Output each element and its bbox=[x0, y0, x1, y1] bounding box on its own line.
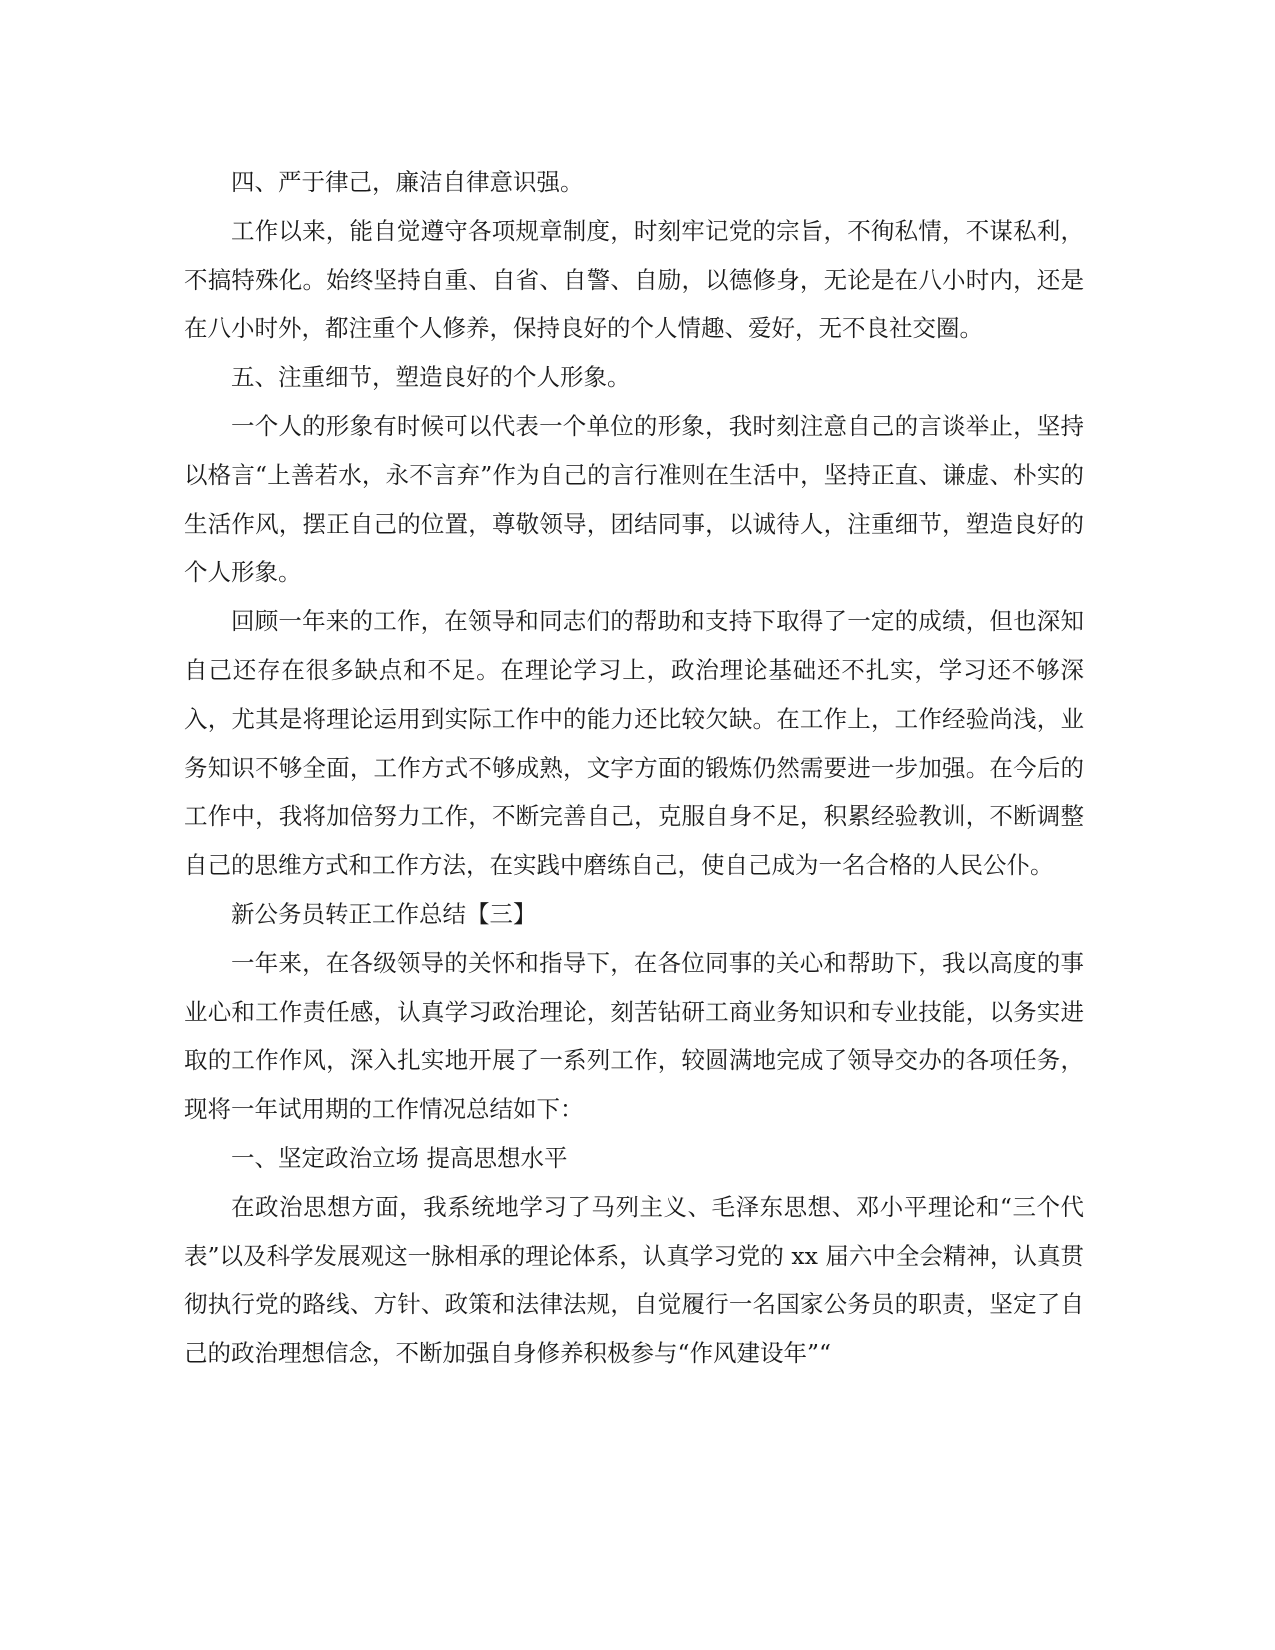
paragraph-image: 一个人的形象有时候可以代表一个单位的形象，我时刻注意自己的言谈举止，坚持以格言“上善若水，永不言弃”作为自己的言行准则在生活中，坚持正直、谦虚、朴实的生活作风，摆正自己的位置，尊敬领导，团结同事，以诚待人，注重细节，塑造良好的个人形象。 bbox=[184, 411, 1084, 587]
section-heading-politics: 一、坚定政治立场 提高思想水平 bbox=[231, 1143, 568, 1172]
section-heading-discipline: 四、严于律己，廉洁自律意识强。 bbox=[231, 168, 584, 196]
section-heading-image: 五、注重细节，塑造良好的个人形象。 bbox=[231, 363, 631, 392]
paragraph-intro: 一年来，在各级领导的关怀和指导下，在各位同事的关心和帮助下，我以高度的事业心和工作责任感，认真学习政治理论，刻苦钻研工商业务知识和专业技能，以务实进取的工作作风，深入扎实地开展了一系列工作，较圆满地完成了领导交办的各项任务，现将一年试用期的工作情况总结如下： bbox=[184, 948, 1084, 1124]
document-page bbox=[184, 158, 1084, 1378]
paragraph-review: 回顾一年来的工作，在领导和同志们的帮助和支持下取得了一定的成绩，但也深知自己还存在很多缺点和不足。在理论学习上，政治理论基础还不扎实，学习还不够深入，尤其是将理论运用到实际工作中的能力还比较欠缺。在工作上，工作经验尚浅，业务知识不够全面，工作方式不够成熟，文字方面的锻炼仍然需要进一步加强。在今后的工作中，我将加倍努力工作，不断完善自己，克服自身不足，积累经验教训，不断调整自己的思维方式和工作方法，在实践中磨练自己，使自己成为一名合格的人民公仆。 bbox=[184, 607, 1084, 880]
paragraph-politics: 在政治思想方面，我系统地学习了马列主义、毛泽东思想、邓小平理论和“三个代表”以及科学发展观这一脉相承的理论体系，认真学习党的 xx 届六中全会精神，认真贯彻执行党的路线、方针、政策和法律法规，自觉履行一名国家公务员的职责，坚定了自己的政治理想信念，不断加强自身修养积极参与“作风建设年”“ bbox=[184, 1192, 1084, 1368]
article-title-three: 新公务员转正工作总结【三】 bbox=[231, 899, 537, 928]
paragraph-discipline: 工作以来，能自觉遵守各项规章制度，时刻牢记党的宗旨，不徇私情，不谋私利，不搞特殊化。始终坚持自重、自省、自警、自励，以德修身，无论是在八小时内，还是在八小时外，都注重个人修养，保持良好的个人情趣、爱好，无不良社交圈。 bbox=[184, 216, 1084, 343]
